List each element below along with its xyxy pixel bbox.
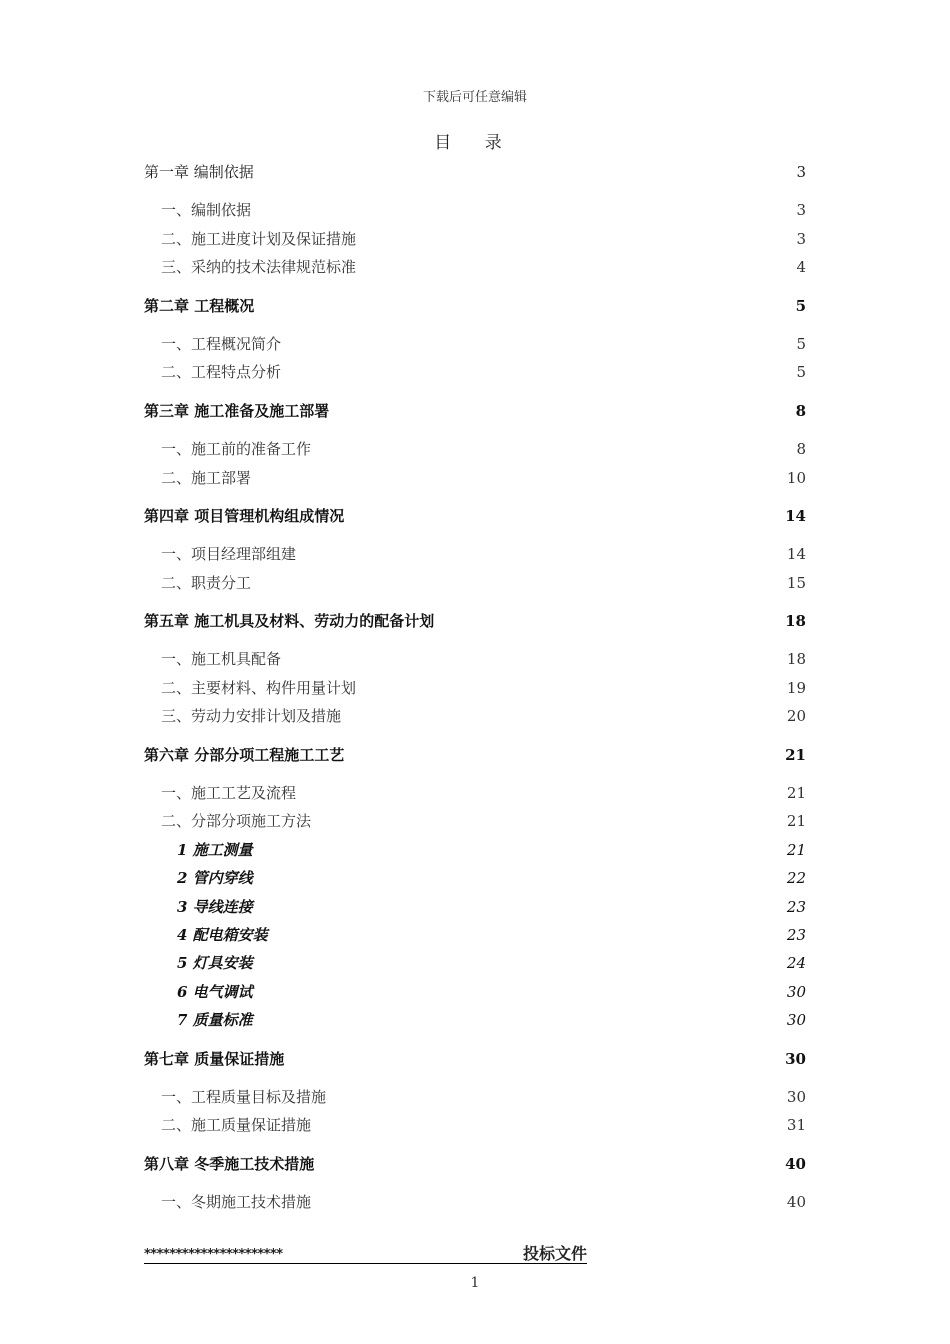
toc-entry-section[interactable] [144,1111,806,1139]
toc-entry-section[interactable] [144,358,806,386]
toc-entry-page: 30 [786,1011,806,1030]
toc-entry-title: 1 施工测量 [177,840,253,859]
toc-entry-title: 二、施工质量保证措施 [161,1116,312,1135]
toc-entry-page: 14 [785,506,806,525]
toc-entry-page: 21 [785,745,806,764]
toc-entry-title: 5 灯具安装 [177,954,253,973]
toc-entry-sub[interactable] [144,864,806,892]
toc-entry-title: 二、工程特点分析 [161,363,282,382]
toc-entry-title: 三、采纳的技术法律规范标准 [161,258,357,277]
toc-entry-title: 第八章 冬季施工技术措施 [144,1154,315,1173]
toc-entry-sub[interactable] [144,893,806,921]
toc-entry-section[interactable] [144,330,806,358]
toc-entry-section[interactable] [144,645,806,673]
toc-entry-title: 二、职责分工 [161,573,252,592]
toc-entry-page: 40 [785,1154,806,1173]
toc-entry-title: 第四章 项目管理机构组成情况 [144,506,345,525]
toc-entry-section[interactable] [144,807,806,835]
toc-entry-page: 5 [795,296,806,315]
toc-title: 目 录 [434,133,516,153]
toc-entry-page: 4 [796,258,806,277]
toc-entry-chapter[interactable] [144,607,806,635]
table-of-contents [144,156,806,1217]
toc-entry-section[interactable] [144,196,806,224]
footer-doc-type: 投标文件 [522,1244,587,1263]
toc-entry-section[interactable] [144,1083,806,1111]
toc-entry-title: 一、施工工艺及流程 [161,784,297,803]
toc-entry-page: 15 [786,573,806,592]
toc-entry-title: 7 质量标准 [177,1011,253,1030]
toc-entry-title: 一、工程质量目标及措施 [161,1087,327,1106]
toc-entry-chapter[interactable] [144,158,806,186]
toc-entry-page: 40 [786,1193,806,1212]
toc-entry-page: 30 [785,1049,806,1068]
toc-entry-section[interactable] [144,674,806,702]
toc-entry-page: 31 [786,1116,806,1135]
toc-entry-page: 3 [796,229,806,248]
footer-company-mask: ********************** [144,1247,283,1262]
toc-entry-section[interactable] [144,435,806,463]
toc-entry-chapter[interactable] [144,502,806,530]
toc-entry-page: 24 [786,954,806,973]
toc-entry-section[interactable] [144,253,806,281]
toc-entry-page: 30 [786,1087,806,1106]
toc-entry-title: 第六章 分部分项工程施工工艺 [144,745,345,764]
toc-entry-sub[interactable] [144,949,806,977]
toc-entry-page: 23 [786,925,806,944]
toc-entry-page: 5 [796,363,806,382]
toc-entry-title: 4 配电箱安装 [177,925,268,944]
toc-entry-page: 21 [786,840,806,859]
toc-entry-title: 第五章 施工机具及材料、劳动力的配备计划 [144,612,435,631]
toc-entry-section[interactable] [144,569,806,597]
toc-entry-title: 一、施工前的准备工作 [161,440,312,459]
toc-entry-section[interactable] [144,540,806,568]
toc-entry-page: 21 [786,784,806,803]
toc-entry-sub[interactable] [144,978,806,1006]
footer-bar [144,1243,587,1264]
toc-entry-title: 2 管内穿线 [177,869,253,888]
toc-entry-title: 3 导线连接 [177,897,253,916]
toc-entry-page: 5 [796,334,806,353]
toc-entry-page: 22 [786,869,806,888]
toc-entry-chapter[interactable] [144,741,806,769]
toc-entry-section[interactable] [144,464,806,492]
toc-entry-page: 10 [786,468,806,487]
toc-entry-chapter[interactable] [144,1045,806,1073]
toc-entry-page: 3 [796,163,806,181]
toc-entry-page: 21 [786,812,806,831]
toc-entry-chapter[interactable] [144,292,806,320]
toc-entry-title: 二、施工部署 [161,468,252,487]
toc-entry-title: 三、劳动力安排计划及措施 [161,707,342,726]
toc-entry-title: 6 电气调试 [177,982,253,1001]
toc-entry-title: 一、冬期施工技术措施 [161,1193,312,1212]
toc-entry-page: 23 [786,897,806,916]
toc-entry-page: 8 [795,401,806,420]
toc-entry-section[interactable] [144,702,806,730]
toc-entry-sub[interactable] [144,836,806,864]
toc-entry-page: 18 [786,650,806,669]
toc-entry-page: 30 [786,982,806,1001]
toc-entry-chapter[interactable] [144,1150,806,1178]
toc-entry-page: 20 [786,707,806,726]
toc-entry-page: 18 [785,612,806,631]
toc-entry-title: 第三章 施工准备及施工部署 [144,401,330,420]
toc-entry-title: 第二章 工程概况 [144,296,255,315]
toc-entry-chapter[interactable] [144,397,806,425]
toc-entry-section[interactable] [144,1188,806,1216]
toc-entry-section[interactable] [144,225,806,253]
toc-entry-page: 19 [786,678,806,697]
toc-entry-title: 一、编制依据 [161,201,252,220]
toc-entry-section[interactable] [144,779,806,807]
toc-entry-title: 一、工程概况简介 [161,334,282,353]
toc-entry-title: 一、项目经理部组建 [161,545,297,564]
toc-entry-sub[interactable] [144,1006,806,1034]
toc-entry-sub[interactable] [144,921,806,949]
toc-entry-page: 14 [786,545,806,564]
toc-entry-title: 二、施工进度计划及保证措施 [161,229,357,248]
page-number: 1 [470,1275,480,1291]
toc-entry-page: 3 [796,201,806,220]
toc-entry-title: 二、分部分项施工方法 [161,812,312,831]
toc-entry-page: 8 [796,440,806,459]
toc-entry-title: 二、主要材料、构件用量计划 [161,678,357,697]
toc-entry-title: 一、施工机具配备 [161,650,282,669]
toc-entry-title: 第一章 编制依据 [144,163,254,181]
toc-entry-title: 第七章 质量保证措施 [144,1049,285,1068]
header-note: 下载后可任意编辑 [422,90,527,105]
